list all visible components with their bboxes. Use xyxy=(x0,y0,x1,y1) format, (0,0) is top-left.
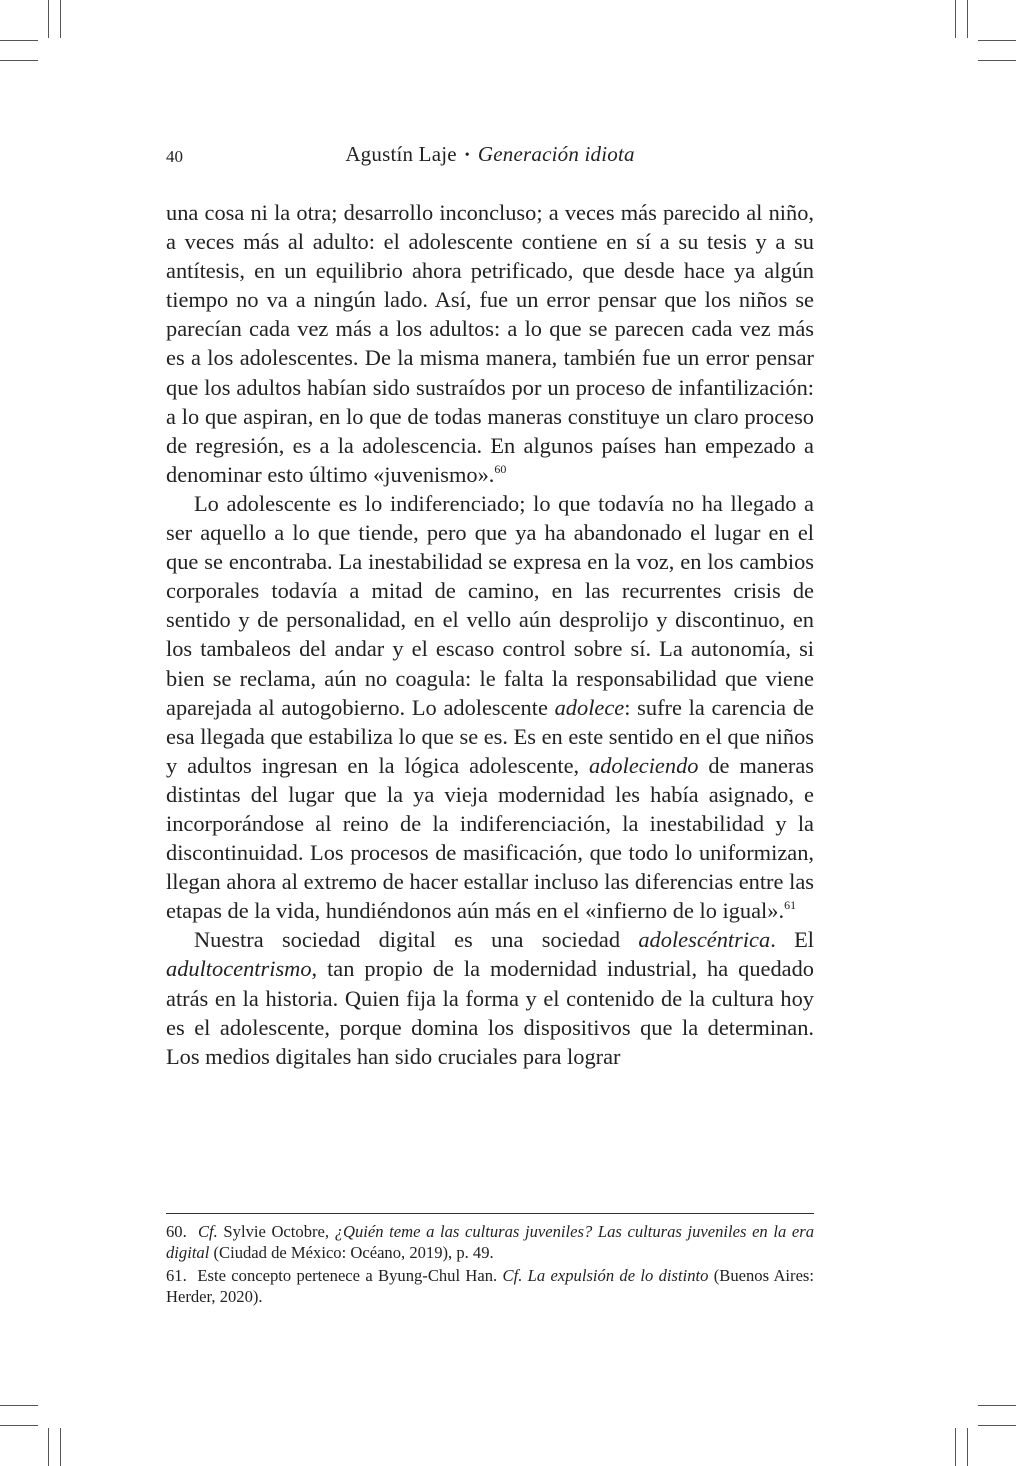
bullet-separator: • xyxy=(464,148,470,163)
footnote-text: Este concepto pertenece a Byung-Chul Han. xyxy=(197,1266,503,1285)
crop-mark xyxy=(0,40,38,41)
book-title: Generación idiota xyxy=(477,142,635,166)
footnote-text: (Ciudad de México: Océano, 2019), p. 49. xyxy=(209,1242,494,1262)
cited-work-title: La expulsión de lo distinto xyxy=(522,1266,709,1285)
crop-mark xyxy=(978,60,1016,61)
crop-mark xyxy=(48,0,49,38)
paragraph-text: de maneras distintas del lugar que la ya vieja modernidad les había asignado, e incorporándose al reino de la indiferenciación, la inestabilidad y la discontinuidad. Los procesos de masificación, que todo lo uniformizan, llegan ahora al extremo de hacer estallar incluso las diferencias entre las etapas de la vida, hundiéndonos aún más en el «infierno de lo igual». xyxy=(166,752,814,924)
crop-mark xyxy=(978,1425,1016,1426)
footnote-text: Sylvie Octobre, xyxy=(217,1222,335,1241)
footnote-text: (Buenos Aires: Herder, 2020). xyxy=(166,1266,814,1306)
footnote-divider xyxy=(166,1213,814,1214)
crop-mark xyxy=(955,1428,956,1466)
running-title xyxy=(166,142,814,167)
paragraph-text: Nuestra sociedad digital es una sociedad xyxy=(194,927,639,953)
main-text xyxy=(166,198,814,1071)
footnotes xyxy=(166,1222,814,1310)
paragraph-text: , tan propio de la modernidad industrial, ha quedado atrás en la historia. Quien fija la forma y el contenido de la cultura hoy es el adolescente, porque domina los dispositivos que la determinan. Los medios digitales han sido cruciales para lograr xyxy=(166,956,814,1069)
author-name: Agustín Laje xyxy=(345,142,457,166)
crop-mark xyxy=(967,1428,968,1466)
italic-term: adolece xyxy=(554,694,625,720)
crop-mark xyxy=(60,1428,61,1466)
footnote-number: 61. xyxy=(166,1266,187,1285)
paragraph xyxy=(166,198,814,489)
paragraph-text: una cosa ni la otra; desarrollo inconcluso; a veces más parecido al niño, a veces más al adulto: el adolescente contiene en sí a su tesis y a su antítesis, en un equilibrio ahora petrificado, que desde hace ya algún tiempo no va a ningún lado. Así, fue un error pensar que los niños se parecían cada vez más a los adultos: a lo que se parecen cada vez más es a los adolescentes. De la misma manera, también fue un error pensar que los adultos habían sido sustraídos por un proceso de infantilización: a lo que aspiran, en lo que de todas maneras constituye un claro proceso de regresión, es a la adolescencia. En algunos países han empezado a denominar esto último «juvenismo». xyxy=(166,200,814,487)
running-head xyxy=(166,142,814,172)
crop-mark xyxy=(0,1405,38,1406)
crop-mark xyxy=(955,0,956,38)
paragraph-text: Lo adolescente es lo indiferenciado; lo que todavía no ha llegado a ser aquello a lo que tiende, pero que ya ha abandonado el lugar en el que se encontraba. La inestabilidad se expresa en la voz, en los cambios corporales todavía a mitad de camino, en las recurrentes crisis de sentido y de personalidad, en el vello aún desprolijo y discontinuo, en los tambaleos del andar y el escaso control sobre sí. La autonomía, si bien se reclama, aún no coagula: le falta la responsabilidad que viene aparejada al autogobierno. Lo adolescente xyxy=(166,490,814,720)
footnote-60 xyxy=(166,1222,814,1263)
footnote-61 xyxy=(166,1266,814,1307)
crop-mark xyxy=(978,1405,1016,1406)
crop-mark xyxy=(967,0,968,38)
crop-mark xyxy=(0,1425,38,1426)
paragraph xyxy=(166,925,814,1070)
italic-term: adultocentrismo xyxy=(166,956,312,982)
crop-mark xyxy=(48,1428,49,1466)
footnote-reference[interactable]: 61 xyxy=(784,898,797,913)
italic-term: Cf. xyxy=(197,1222,218,1241)
paragraph-text: : sufre la carencia de esa llegada que estabiliza lo que se es. Es en este sentido en el que niños y adultos ingresan en la lógica adolescente, xyxy=(166,694,814,778)
footnote-reference[interactable]: 60 xyxy=(494,461,507,476)
page-number: 40 xyxy=(166,147,183,166)
footnote-number: 60. xyxy=(166,1222,187,1241)
crop-mark xyxy=(60,0,61,38)
italic-term: adolescéntrica xyxy=(638,927,771,953)
cited-work-title: ¿Quién teme a las culturas juveniles? Las culturas juveniles en la era digital xyxy=(166,1222,814,1262)
paragraph xyxy=(166,489,814,925)
paragraph-text: . El xyxy=(770,927,814,953)
crop-mark xyxy=(0,60,38,61)
italic-term: adoleciendo xyxy=(589,752,699,778)
crop-mark xyxy=(978,40,1016,41)
italic-term: Cf. xyxy=(502,1266,523,1285)
